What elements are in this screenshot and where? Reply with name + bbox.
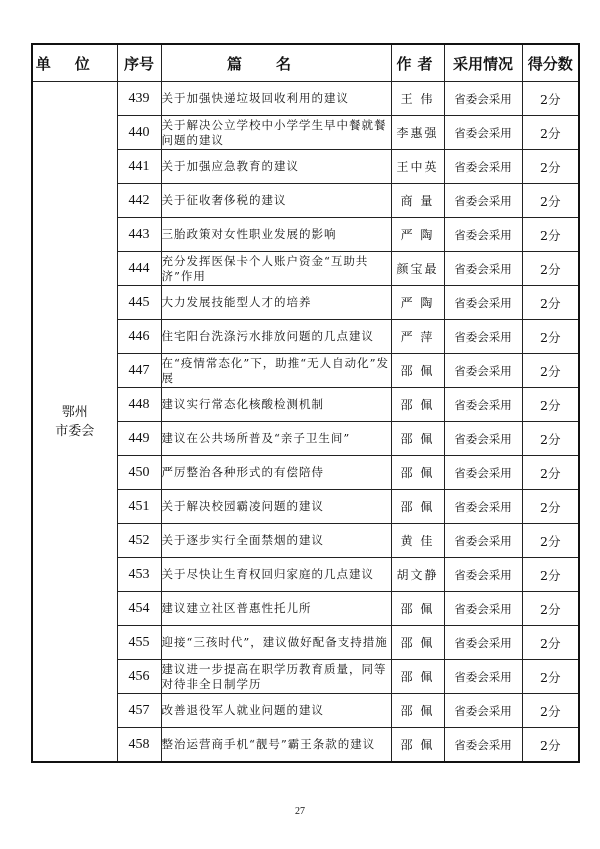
- header-unit: 单位: [32, 44, 117, 82]
- adoption-cell: 省委会采用: [444, 150, 522, 184]
- title-cell: 关于加强应急教育的建议: [161, 150, 391, 184]
- score-cell: 2分: [522, 592, 579, 626]
- seq-cell: 448: [117, 388, 161, 422]
- adoption-cell: 省委会采用: [444, 82, 522, 116]
- score-cell: 2分: [522, 184, 579, 218]
- score-cell: 2分: [522, 524, 579, 558]
- header-adoption: 采用情况: [444, 44, 522, 82]
- author-cell: 颜宝最: [391, 252, 444, 286]
- seq-cell: 455: [117, 626, 161, 660]
- title-cell: 在“疫情常态化”下，助推“无人自动化”发展: [161, 354, 391, 388]
- adoption-cell: 省委会采用: [444, 728, 522, 763]
- author-cell: 严 陶: [391, 218, 444, 252]
- title-cell: 关于逐步实行全面禁烟的建议: [161, 524, 391, 558]
- author-cell: 邵 佩: [391, 660, 444, 694]
- title-cell: 三胎政策对女性职业发展的影响: [161, 218, 391, 252]
- score-cell: 2分: [522, 490, 579, 524]
- title-cell: 建议在公共场所普及“亲子卫生间”: [161, 422, 391, 456]
- title-cell: 迎接“三孩时代”，建议做好配备支持措施: [161, 626, 391, 660]
- author-cell: 严 萍: [391, 320, 444, 354]
- title-cell: 严厉整治各种形式的有偿陪侍: [161, 456, 391, 490]
- author-cell: 邵 佩: [391, 388, 444, 422]
- adoption-cell: 省委会采用: [444, 694, 522, 728]
- header-seq: 序号: [117, 44, 161, 82]
- score-cell: 2分: [522, 286, 579, 320]
- author-cell: 王 伟: [391, 82, 444, 116]
- seq-cell: 452: [117, 524, 161, 558]
- score-cell: 2分: [522, 456, 579, 490]
- author-cell: 邵 佩: [391, 354, 444, 388]
- header-row: [32, 44, 579, 82]
- adoption-cell: 省委会采用: [444, 660, 522, 694]
- header-title: 篇名: [161, 44, 391, 82]
- author-cell: 邵 佩: [391, 422, 444, 456]
- seq-cell: 443: [117, 218, 161, 252]
- adoption-cell: 省委会采用: [444, 218, 522, 252]
- seq-cell: 457: [117, 694, 161, 728]
- title-cell: 关于解决公立学校中小学学生早中餐就餐问题的建议: [161, 116, 391, 150]
- title-cell: 充分发挥医保卡个人账户资金“互助共济”作用: [161, 252, 391, 286]
- adoption-cell: 省委会采用: [444, 354, 522, 388]
- score-cell: 2分: [522, 388, 579, 422]
- title-cell: 大力发展技能型人才的培养: [161, 286, 391, 320]
- seq-cell: 442: [117, 184, 161, 218]
- seq-cell: 453: [117, 558, 161, 592]
- score-cell: 2分: [522, 660, 579, 694]
- adoption-cell: 省委会采用: [444, 388, 522, 422]
- adoption-cell: 省委会采用: [444, 626, 522, 660]
- title-cell: 建议进一步提高在职学历教育质量，同等对待非全日制学历: [161, 660, 391, 694]
- adoption-cell: 省委会采用: [444, 456, 522, 490]
- title-cell: 关于征收奢侈税的建议: [161, 184, 391, 218]
- score-cell: 2分: [522, 354, 579, 388]
- title-cell: 建议建立社区普惠性托儿所: [161, 592, 391, 626]
- seq-cell: 441: [117, 150, 161, 184]
- seq-cell: 439: [117, 82, 161, 116]
- author-cell: 李惠强: [391, 116, 444, 150]
- title-cell: 关于解决校园霸凌问题的建议: [161, 490, 391, 524]
- score-cell: 2分: [522, 252, 579, 286]
- seq-cell: 445: [117, 286, 161, 320]
- score-cell: 2分: [522, 422, 579, 456]
- adoption-cell: 省委会采用: [444, 558, 522, 592]
- adoption-cell: 省委会采用: [444, 422, 522, 456]
- author-cell: 王中英: [391, 150, 444, 184]
- seq-cell: 447: [117, 354, 161, 388]
- adoption-table: [31, 43, 580, 763]
- seq-cell: 450: [117, 456, 161, 490]
- adoption-cell: 省委会采用: [444, 252, 522, 286]
- score-cell: 2分: [522, 116, 579, 150]
- seq-cell: 456: [117, 660, 161, 694]
- title-cell: 关于尽快让生育权回归家庭的几点建议: [161, 558, 391, 592]
- adoption-cell: 省委会采用: [444, 524, 522, 558]
- score-cell: 2分: [522, 694, 579, 728]
- adoption-cell: 省委会采用: [444, 286, 522, 320]
- author-cell: 邵 佩: [391, 490, 444, 524]
- header-score: 得分数: [522, 44, 579, 82]
- author-cell: 邵 佩: [391, 592, 444, 626]
- seq-cell: 444: [117, 252, 161, 286]
- adoption-cell: 省委会采用: [444, 320, 522, 354]
- seq-cell: 458: [117, 728, 161, 763]
- score-cell: 2分: [522, 320, 579, 354]
- score-cell: 2分: [522, 218, 579, 252]
- table-body: [32, 82, 579, 763]
- seq-cell: 449: [117, 422, 161, 456]
- title-cell: 关于加强快递垃圾回收利用的建议: [161, 82, 391, 116]
- page-number: 27: [295, 806, 305, 817]
- title-cell: 改善退役军人就业问题的建议: [161, 694, 391, 728]
- title-cell: 整治运营商手机“靓号”霸王条款的建议: [161, 728, 391, 763]
- title-cell: 住宅阳台洗涤污水排放问题的几点建议: [161, 320, 391, 354]
- score-cell: 2分: [522, 728, 579, 763]
- author-cell: 邵 佩: [391, 626, 444, 660]
- author-cell: 严 陶: [391, 286, 444, 320]
- adoption-cell: 省委会采用: [444, 592, 522, 626]
- seq-cell: 451: [117, 490, 161, 524]
- author-cell: 邵 佩: [391, 694, 444, 728]
- score-cell: 2分: [522, 558, 579, 592]
- adoption-cell: 省委会采用: [444, 490, 522, 524]
- seq-cell: 454: [117, 592, 161, 626]
- table-row: [32, 82, 579, 116]
- seq-cell: 440: [117, 116, 161, 150]
- adoption-cell: 省委会采用: [444, 184, 522, 218]
- author-cell: 黄 佳: [391, 524, 444, 558]
- score-cell: 2分: [522, 626, 579, 660]
- author-cell: 商 量: [391, 184, 444, 218]
- seq-cell: 446: [117, 320, 161, 354]
- author-cell: 邵 佩: [391, 728, 444, 763]
- title-cell: 建议实行常态化核酸检测机制: [161, 388, 391, 422]
- adoption-cell: 省委会采用: [444, 116, 522, 150]
- score-cell: 2分: [522, 150, 579, 184]
- score-cell: 2分: [522, 82, 579, 116]
- author-cell: 邵 佩: [391, 456, 444, 490]
- unit-cell: 鄂州 市委会: [32, 82, 117, 763]
- header-author: 作者: [391, 44, 444, 82]
- author-cell: 胡文静: [391, 558, 444, 592]
